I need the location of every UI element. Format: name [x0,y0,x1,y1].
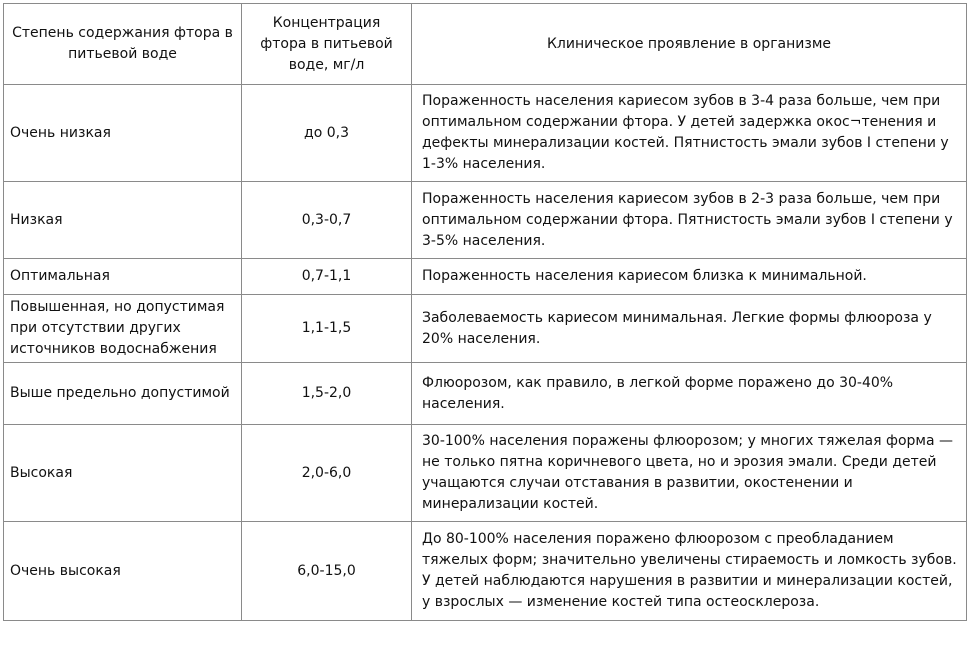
table-row [4,522,967,621]
fluoride-table [3,3,967,621]
concentration-cell: 6,0-15,0 [242,522,412,621]
clinical-cell: Пораженность населения кариесом зубов в 3-4 раза больше, чем при оптимальном содержании фтора. У детей задержка окос¬тенения и дефекты минерализации костей. Пятнистость эмали зубов I степени у 1-3% населения. [412,85,967,182]
header-concentration: Концентрация фтора в питьевой воде, мг/л [242,4,412,85]
header-level: Степень содержания фтора в питьевой воде [4,4,242,85]
concentration-cell: до 0,3 [242,85,412,182]
table-row [4,85,967,182]
concentration-cell: 0,7-1,1 [242,259,412,295]
level-cell: Низкая [4,182,242,259]
header-row [4,4,967,85]
concentration-cell: 2,0-6,0 [242,425,412,522]
level-cell: Высокая [4,425,242,522]
level-cell: Повышенная, но допустимая при отсутствии других источников водоснабжения [4,295,242,363]
clinical-cell: 30-100% населения поражены флюорозом; у многих тяжелая форма — не только пятна коричневого цвета, но и эрозия эмали. Среди детей учащаются случаи отставания в развитии, окостенении и минерализации костей. [412,425,967,522]
table-row [4,425,967,522]
level-cell: Оптимальная [4,259,242,295]
table-row [4,259,967,295]
table-row [4,295,967,363]
concentration-cell: 1,1-1,5 [242,295,412,363]
clinical-cell: До 80-100% населения поражено флюорозом с преобладанием тяжелых форм; значительно увеличены стираемость и ломкость зубов. У детей наблюдаются нарушения в развитии и минерализации костей, у взрослых — изменение костей типа остеосклероза. [412,522,967,621]
clinical-cell: Пораженность населения кариесом близка к минимальной. [412,259,967,295]
clinical-cell: Пораженность населения кариесом зубов в 2-3 раза больше, чем при оптимальном содержании фтора. Пятнистость эмали зубов I степени у 3-5% населения. [412,182,967,259]
concentration-cell: 0,3-0,7 [242,182,412,259]
level-cell: Очень низкая [4,85,242,182]
clinical-cell: Флюорозом, как правило, в легкой форме поражено до 30-40% населения. [412,363,967,425]
clinical-cell: Заболеваемость кариесом минимальная. Легкие формы флюороза у 20% населения. [412,295,967,363]
table-row [4,182,967,259]
table-body [4,85,967,621]
table-header [4,4,967,85]
level-cell: Выше предельно допустимой [4,363,242,425]
table-row [4,363,967,425]
concentration-cell: 1,5-2,0 [242,363,412,425]
level-cell: Очень высокая [4,522,242,621]
header-clinical: Клиническое проявление в организме [412,4,967,85]
